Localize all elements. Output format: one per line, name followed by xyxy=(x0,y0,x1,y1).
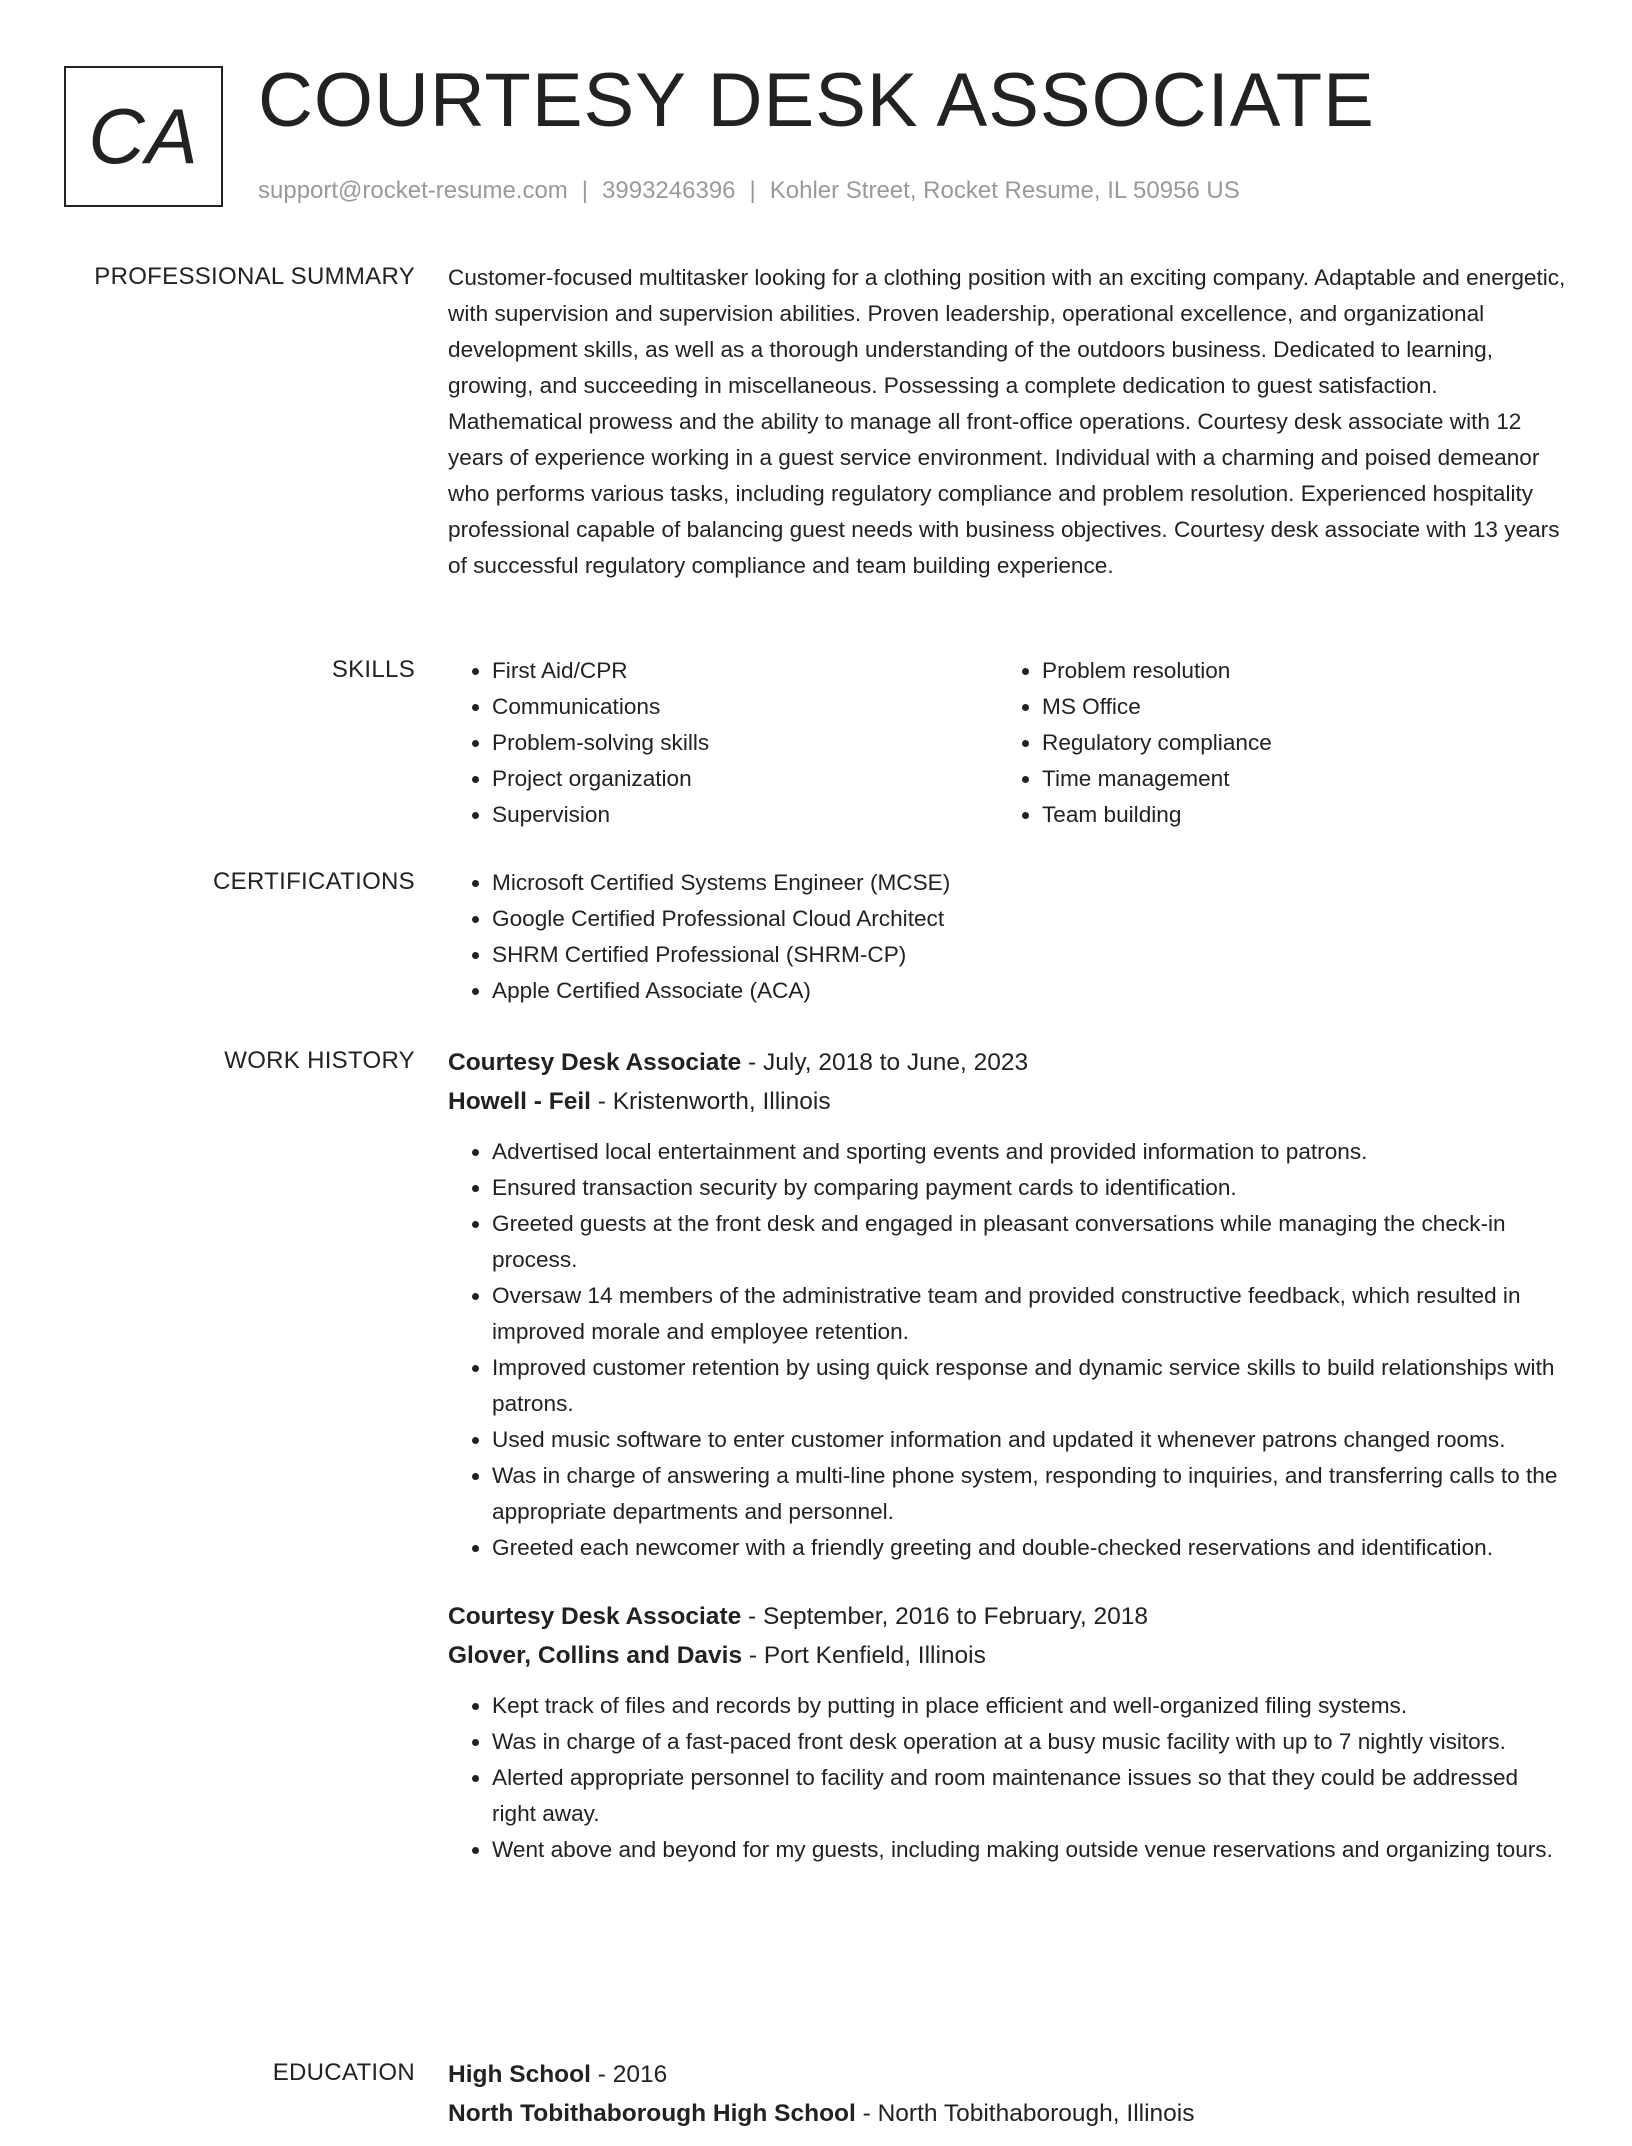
contact-email[interactable]: support@rocket-resume.com xyxy=(258,177,568,204)
list-item: • Google Certified Professional Cloud Architect xyxy=(492,901,1568,937)
education-location: - North Tobithaborough, Illinois xyxy=(855,2100,1195,2127)
certifications-list xyxy=(448,865,1568,1009)
contact-line xyxy=(258,174,1240,208)
list-item: • Oversaw 14 members of the administrative team and provided constructive feedback, which resulted in improved morale and employee retention. xyxy=(492,1278,1568,1350)
job-entry xyxy=(448,1044,1568,1566)
list-item: • Project organization xyxy=(492,761,998,797)
job-title-line xyxy=(448,1044,1568,1082)
job-company: Glover, Collins and Davis xyxy=(448,1642,743,1669)
summary-text: Customer-focused multitasker looking for a clothing position with an exciting company. Adaptable and energetic, with supervision and supervision abilities. Proven leadership, operational excellence, and organizational development skills, as well as a thorough understanding of the outdoors business. Dedicated to learning, growing, and succeeding in miscellaneous. Possessing a complete dedication to guest satisfaction. Mathematical prowess and the ability to manage all front-office operations. Courtesy desk associate with 12 years of experience working in a guest service environment. Individual with a charming and poised demeanor who performs various tasks, including regulatory compliance and problem resolution. Experienced hospitality professional capable of balancing guest needs with business objectives. Courtesy desk associate with 13 years of successful regulatory compliance and team building experience. xyxy=(448,265,1566,578)
skills-list-right xyxy=(998,653,1548,833)
list-item: • Problem-solving skills xyxy=(492,725,998,761)
page-title: COURTESY DESK ASSOCIATE xyxy=(258,58,1375,143)
job-dates: - July, 2018 to June, 2023 xyxy=(741,1049,1029,1076)
list-item: • MS Office xyxy=(1042,689,1548,725)
certifications-body xyxy=(448,865,1568,1009)
job-company-line xyxy=(448,1636,1568,1676)
monogram-badge: CA xyxy=(64,66,223,207)
job-title: Courtesy Desk Associate xyxy=(448,1603,742,1630)
list-item: • SHRM Certified Professional (SHRM-CP) xyxy=(492,937,1568,973)
contact-separator: | xyxy=(749,177,756,204)
job-entry xyxy=(448,1598,1568,1868)
work-history-body xyxy=(448,1044,1568,1868)
contact-separator: | xyxy=(581,177,589,204)
education-degree-line xyxy=(448,2056,1568,2094)
section-heading-education: EDUCATION xyxy=(272,2059,415,2086)
education-school: North Tobithaborough High School xyxy=(448,2100,856,2127)
contact-address: Kohler Street, Rocket Resume, IL 50956 US xyxy=(769,177,1240,204)
education-body xyxy=(448,2056,1568,2146)
job-location: - Kristenworth, Illinois xyxy=(590,1088,831,1115)
job-company: Howell - Feil xyxy=(448,1088,591,1115)
job-dates: - September, 2016 to February, 2018 xyxy=(741,1603,1148,1630)
job-location: - Port Kenfield, Illinois xyxy=(742,1642,986,1669)
list-item: • Team building xyxy=(1042,797,1548,833)
list-item: • Advertised local entertainment and sporting events and provided information to patrons. xyxy=(492,1134,1568,1170)
contact-phone[interactable]: 3993246396 xyxy=(602,177,736,204)
list-item: • Microsoft Certified Systems Engineer (MCSE) xyxy=(492,865,1568,901)
list-item: • First Aid/CPR xyxy=(492,653,998,689)
list-item: • Went above and beyond for my guests, including making outside venue reservations and organizing tours. xyxy=(492,1832,1568,1868)
job-company-line xyxy=(448,1082,1568,1122)
education-school-line xyxy=(448,2094,1568,2134)
section-heading-work: WORK HISTORY xyxy=(224,1047,415,1074)
section-heading-summary: PROFESSIONAL SUMMARY xyxy=(94,263,415,290)
list-item: • Greeted each newcomer with a friendly greeting and double-checked reservations and identification. xyxy=(492,1530,1568,1566)
section-heading-skills: SKILLS xyxy=(331,656,415,683)
list-item: • Time management xyxy=(1042,761,1548,797)
list-item: • Kept track of files and records by putting in place efficient and well-organized filing systems. xyxy=(492,1688,1568,1724)
job-bullets xyxy=(448,1688,1568,1868)
list-item: • Was in charge of a fast-paced front desk operation at a busy music facility with up to 7 nightly visitors. xyxy=(492,1724,1568,1760)
list-item: • Alerted appropriate personnel to facility and room maintenance issues so that they could be addressed right away. xyxy=(492,1760,1568,1832)
skills-body xyxy=(448,653,1568,833)
list-item: • Was in charge of answering a multi-line phone system, responding to inquiries, and transferring calls to the appropriate departments and personnel. xyxy=(492,1458,1568,1530)
section-heading-certifications: CERTIFICATIONS xyxy=(213,868,415,895)
list-item: • Ensured transaction security by comparing payment cards to identification. xyxy=(492,1170,1568,1206)
list-item: • Problem resolution xyxy=(1042,653,1548,689)
list-item: • Apple Certified Associate (ACA) xyxy=(492,973,1568,1009)
education-year: - 2016 xyxy=(590,2061,668,2088)
summary-body xyxy=(448,260,1568,584)
job-bullets xyxy=(448,1134,1568,1566)
job-title: Courtesy Desk Associate xyxy=(448,1049,742,1076)
list-item: • Regulatory compliance xyxy=(1042,725,1548,761)
list-item: • Supervision xyxy=(492,797,998,833)
skills-list-left xyxy=(448,653,998,833)
education-degree: High School xyxy=(448,2061,591,2088)
list-item: • Improved customer retention by using quick response and dynamic service skills to build relationships with patrons. xyxy=(492,1350,1568,1422)
list-item: • Communications xyxy=(492,689,998,725)
list-item: • Greeted guests at the front desk and engaged in pleasant conversations while managing the check-in process. xyxy=(492,1206,1568,1278)
list-item: • Used music software to enter customer information and updated it whenever patrons changed rooms. xyxy=(492,1422,1568,1458)
job-title-line xyxy=(448,1598,1568,1636)
